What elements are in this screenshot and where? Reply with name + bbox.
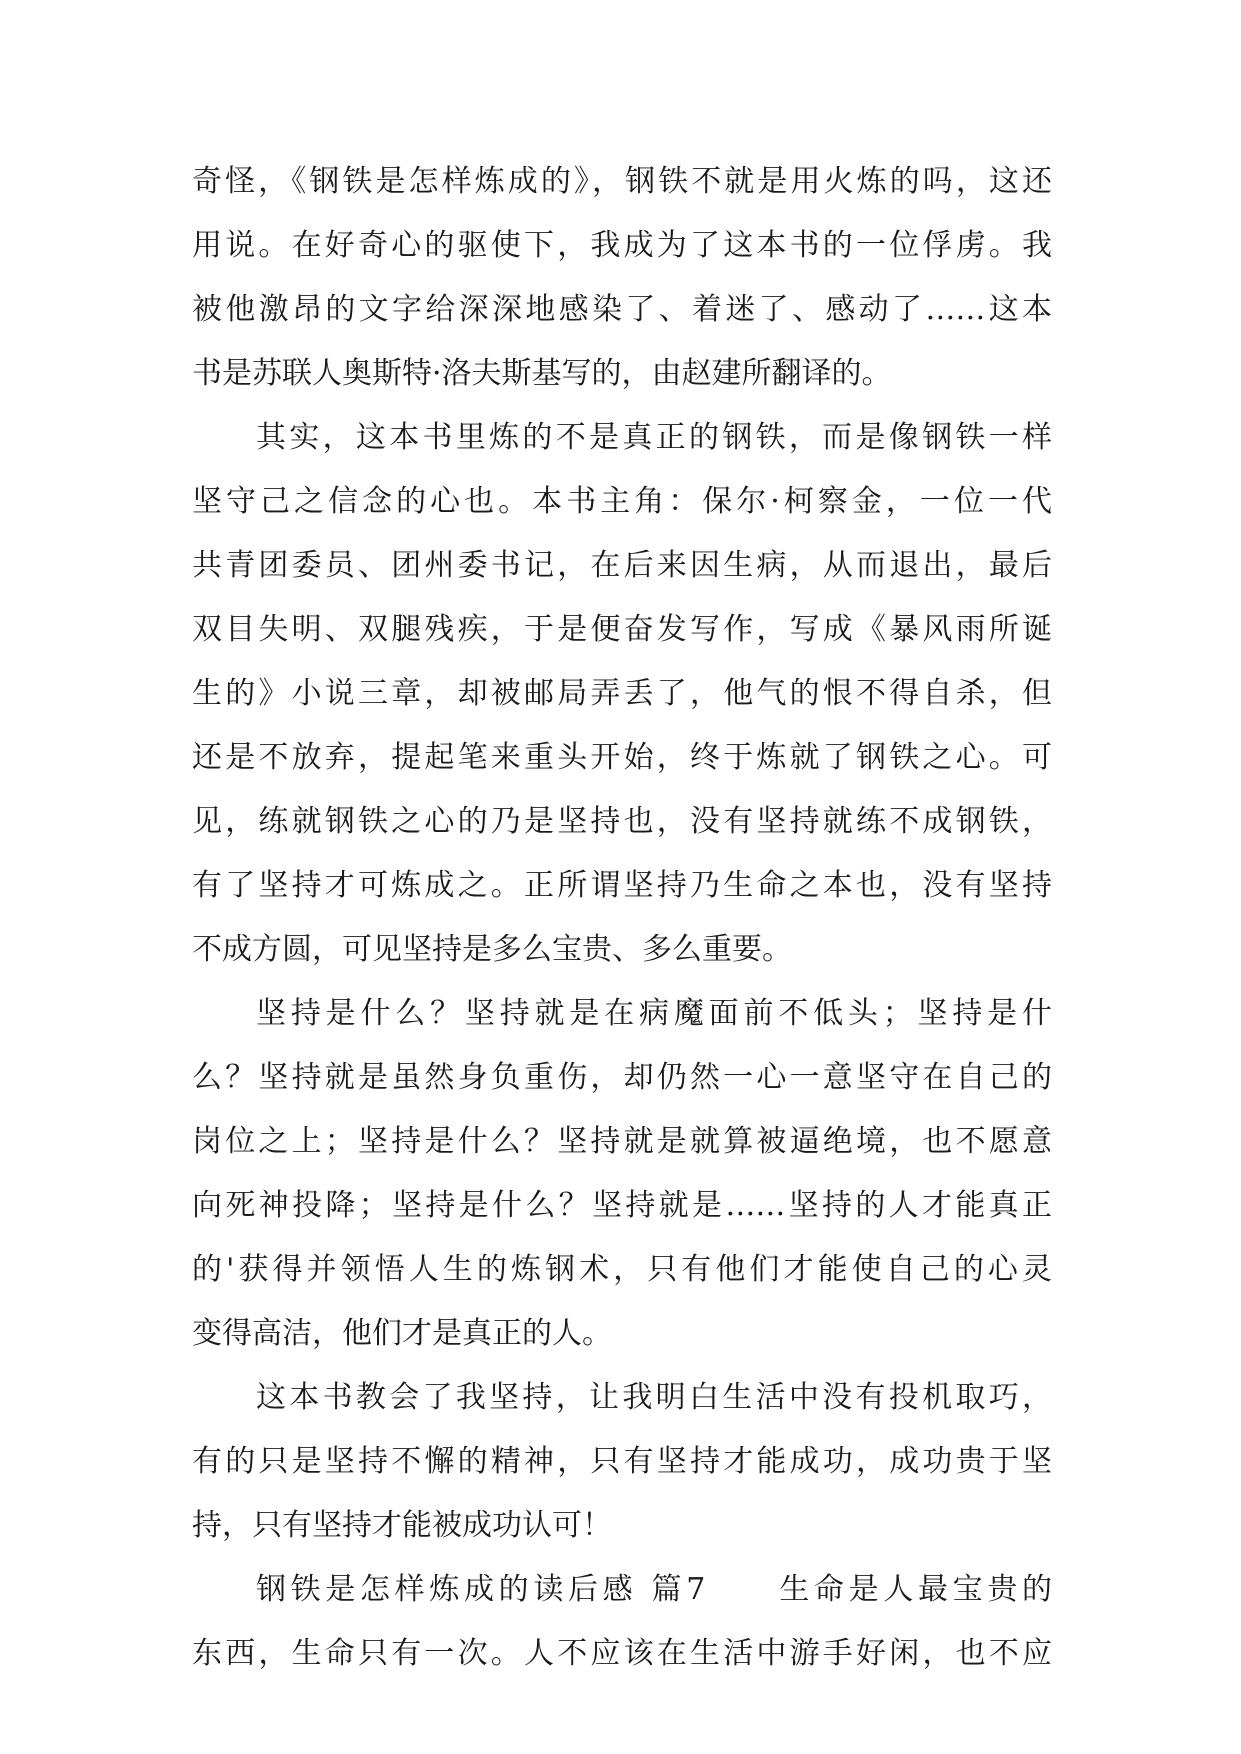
text-line: 有的只是坚持不懈的精神，只有坚持才能成功，成功贵于坚 — [192, 1444, 1052, 1479]
text-line: 岗位之上；坚持是什么？坚持就是就算被逼绝境，也不愿意 — [192, 1124, 1052, 1159]
text-line: 见，练就钢铁之心的乃是坚持也，没有坚持就练不成钢铁， — [192, 804, 1052, 839]
text-line: 还是不放弃，提起笔来重头开始，终于炼就了钢铁之心。可 — [192, 740, 1052, 775]
paragraph-first-line: 其实，这本书里炼的不是真正的钢铁，而是像钢铁一样 — [256, 420, 1052, 455]
text-line: 持，只有坚持才能被成功认可！ — [192, 1508, 612, 1543]
paragraph-first-line: 这本书教会了我坚持，让我明白生活中没有投机取巧， — [256, 1380, 1052, 1415]
paragraph-first-line: 坚持是什么？坚持就是在病魔面前不低头；坚持是什 — [256, 996, 1052, 1031]
text-line: 双目失明、双腿残疾，于是便奋发写作，写成《暴风雨所诞 — [192, 612, 1052, 647]
text-line: 有了坚持才可炼成之。正所谓坚持乃生命之本也，没有坚持 — [192, 868, 1052, 903]
text-line: 东西，生命只有一次。人不应该在生活中游手好闲，也不应 — [192, 1636, 1052, 1671]
text-line: 变得高洁，他们才是真正的人。 — [192, 1316, 612, 1351]
text-line: 么？坚持就是虽然身负重伤，却仍然一心一意坚守在自己的 — [192, 1060, 1052, 1095]
text-line: 用说。在好奇心的驱使下，我成为了这本书的一位俘虏。我 — [192, 228, 1052, 263]
text-line: 被他激昂的文字给深深地感染了、着迷了、感动了……这本 — [192, 292, 1052, 327]
text-line: 生的》小说三章，却被邮局弄丢了，他气的恨不得自杀，但 — [192, 676, 1052, 711]
text-line: 不成方圆，可见坚持是多么宝贵、多么重要。 — [192, 932, 792, 967]
text-line: 书是苏联人奥斯特·洛夫斯基写的，由赵建所翻译的。 — [192, 356, 892, 391]
text-line: 坚守己之信念的心也。本书主角：保尔·柯察金，一位一代 — [192, 484, 1052, 519]
text-line: 向死神投降；坚持是什么？坚持就是……坚持的人才能真正 — [192, 1188, 1052, 1223]
text-line: 奇怪，《钢铁是怎样炼成的》，钢铁不就是用火炼的吗，这还 — [192, 164, 1052, 199]
text-line: 的'获得并领悟人生的炼钢术，只有他们才能使自己的心灵 — [192, 1252, 1052, 1287]
paragraph-first-line: 钢铁是怎样炼成的读后感 篇7 生命是人最宝贵的 — [256, 1572, 1052, 1607]
text-line: 共青团委员、团州委书记，在后来因生病，从而退出，最后 — [192, 548, 1052, 583]
